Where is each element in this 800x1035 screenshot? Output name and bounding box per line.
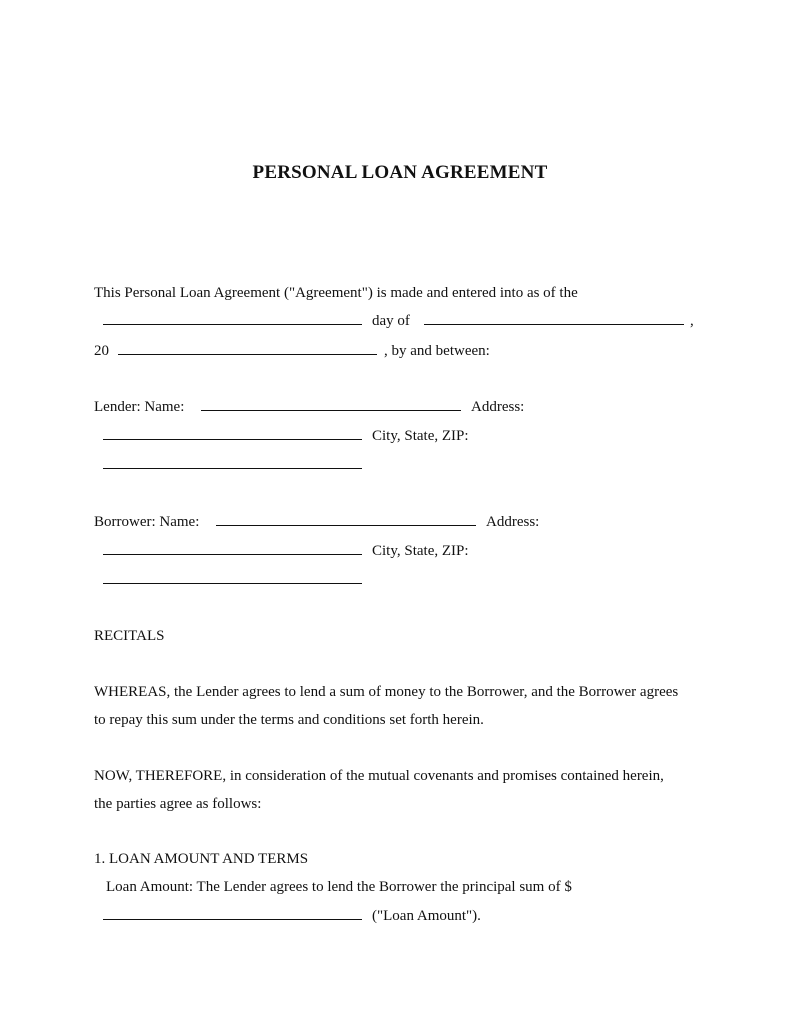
day-of-label: day of [372,313,410,329]
by-and-between-text: , by and between: [384,343,490,359]
recitals-heading: RECITALS [94,628,165,644]
lender-city-blank[interactable] [103,468,362,469]
borrower-address-blank[interactable] [103,554,362,555]
borrower-city-label: City, State, ZIP: [372,543,469,559]
intro-line-1: This Personal Loan Agreement ("Agreement") is made and entered into as of the [94,285,578,301]
whereas-line-1: WHEREAS, the Lender agrees to lend a sum of money to the Borrower, and the Borrower agrees [94,684,679,700]
section-1-heading: 1. LOAN AMOUNT AND TERMS [94,851,309,867]
borrower-name-label: Borrower: Name: [94,514,200,530]
year-prefix: 20 [94,343,109,359]
date-month-blank[interactable] [424,324,684,325]
lender-name-blank[interactable] [201,410,461,411]
borrower-city-blank[interactable] [103,583,362,584]
lender-name-label: Lender: Name: [94,399,185,415]
borrower-address-label: Address: [486,514,540,530]
now-therefore-line-2: the parties agree as follows: [94,796,262,812]
lender-city-label: City, State, ZIP: [372,428,469,444]
document-title: PERSONAL LOAN AGREEMENT [252,162,548,183]
loan-amount-blank[interactable] [103,919,362,920]
whereas-line-2: to repay this sum under the terms and conditions set forth herein. [94,712,484,728]
date-day-blank[interactable] [103,324,362,325]
date-year-blank[interactable] [118,354,377,355]
borrower-name-blank[interactable] [216,525,476,526]
now-therefore-line-1: NOW, THEREFORE, in consideration of the mutual covenants and promises contained herein, [94,768,664,784]
loan-amount-line: Loan Amount: The Lender agrees to lend the Borrower the principal sum of $ [106,879,572,895]
date-comma: , [690,313,694,329]
lender-address-blank[interactable] [103,439,362,440]
loan-amount-suffix: ("Loan Amount"). [372,908,481,924]
lender-address-label: Address: [471,399,525,415]
